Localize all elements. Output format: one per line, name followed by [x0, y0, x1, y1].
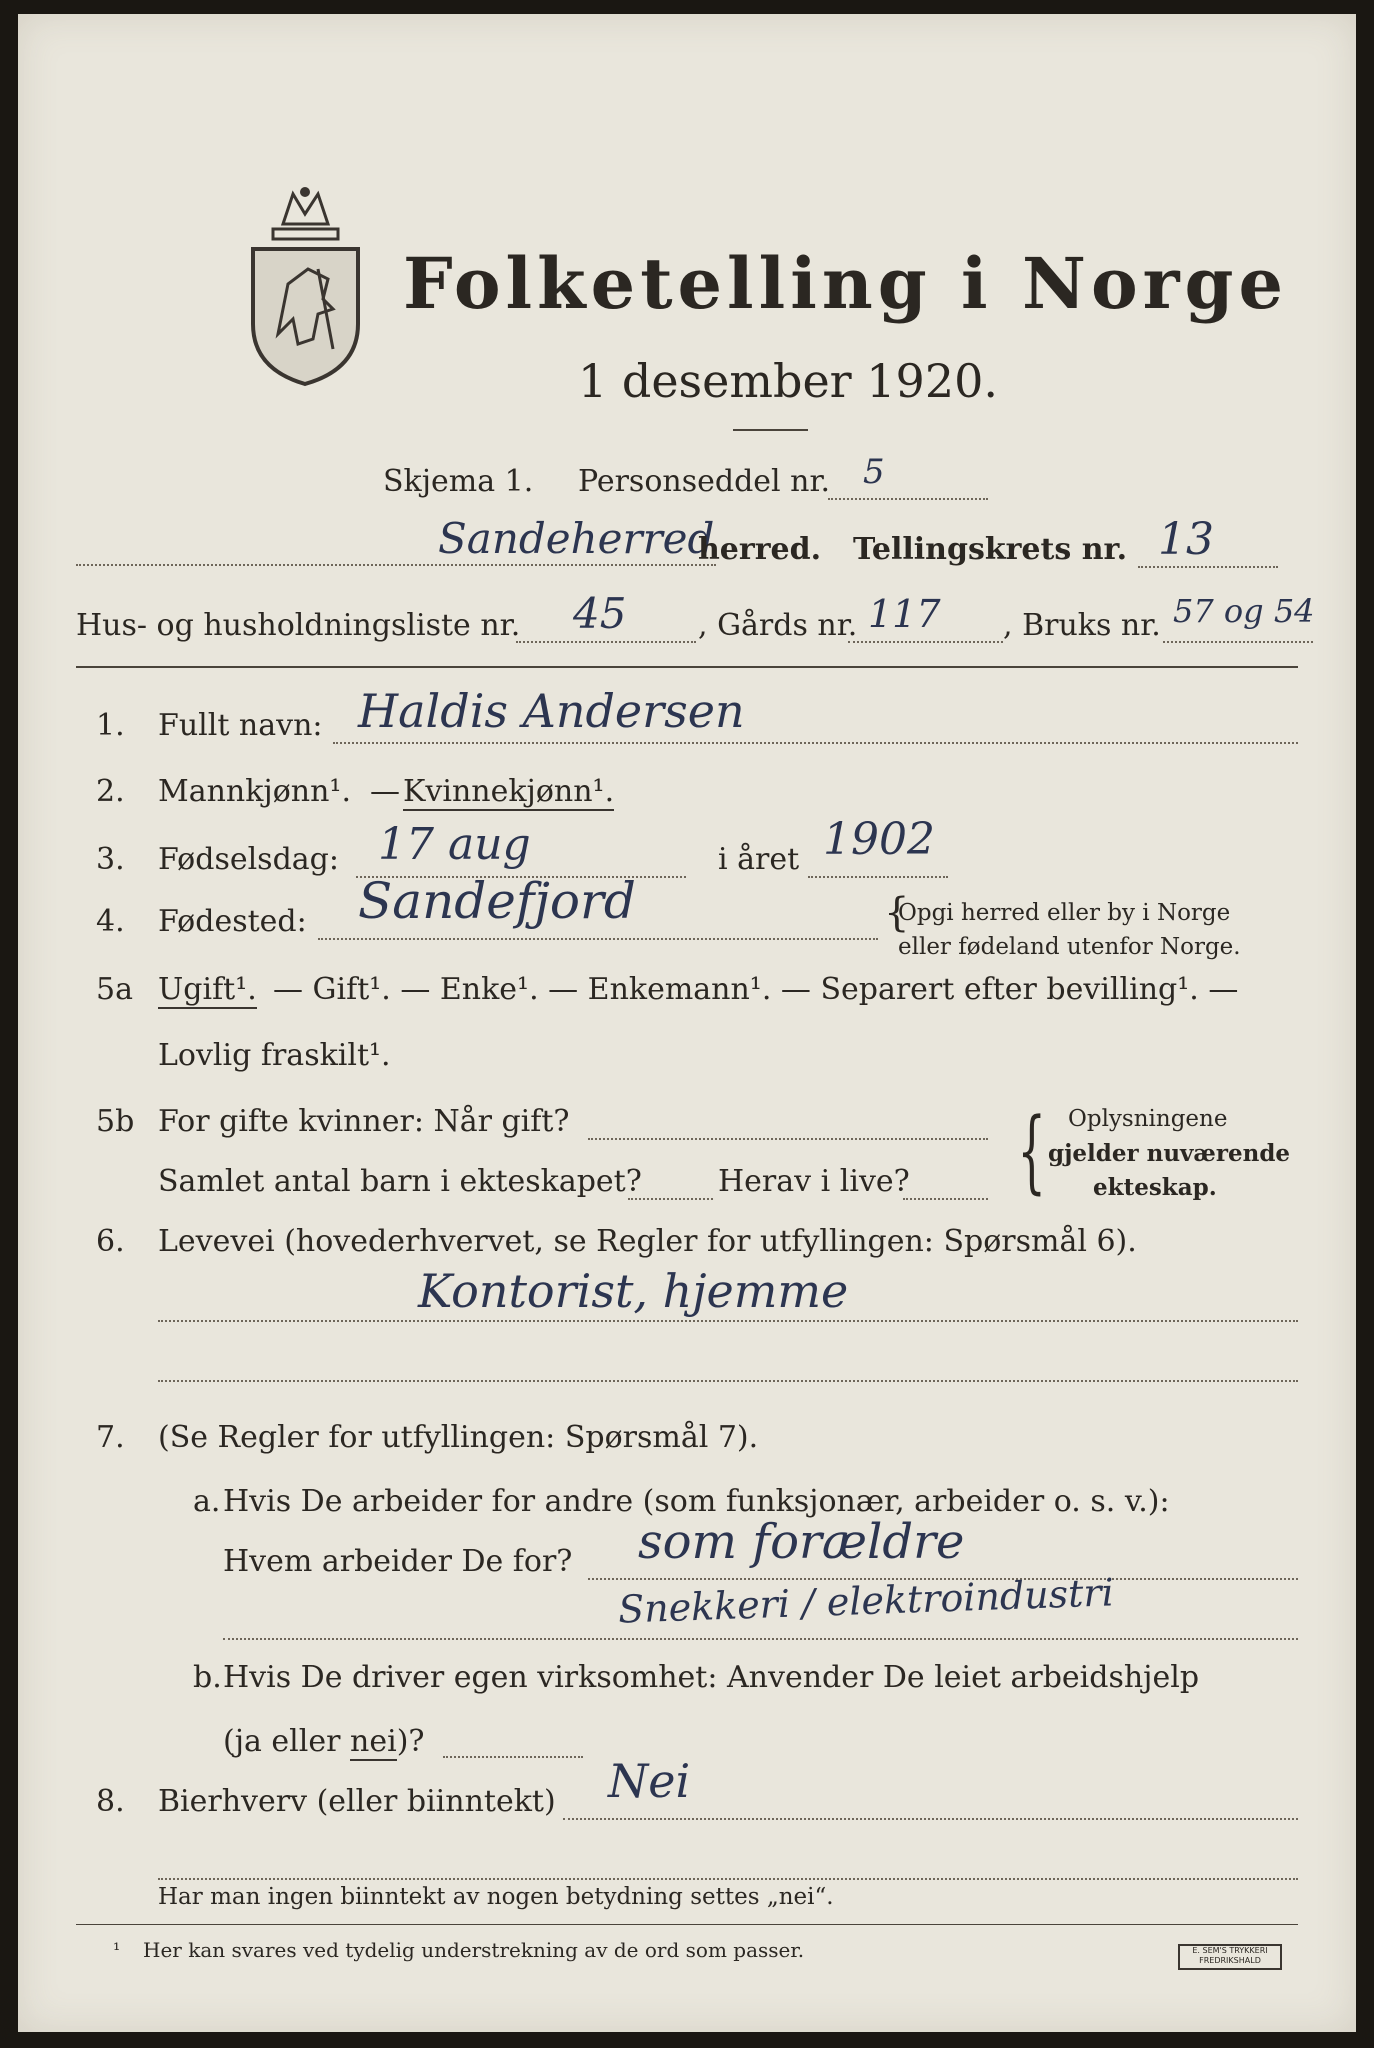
q6-value: Kontorist, hjemme [418, 1264, 849, 1318]
q7a-value: som forældre [638, 1514, 965, 1570]
q5a-line2: Lovlig fraskilt¹. [158, 1038, 391, 1073]
q3-year-label: i året [718, 842, 800, 877]
q8-value: Nei [608, 1754, 691, 1808]
q7a-label: Hvis De arbeider for andre (som funksjonær, arbeider o. s. v.): [223, 1484, 1170, 1519]
hus-label: Hus- og husholdningsliste nr. [76, 608, 521, 643]
q5b-note2: gjelder nuværende [1048, 1140, 1291, 1167]
q5b-label1: For gifte kvinner: Når gift? [158, 1104, 570, 1139]
q7b-nei-underlined: nei [350, 1724, 397, 1759]
q5b-note3: ekteskap. [1093, 1174, 1217, 1201]
personseddel-label: Personseddel nr. [578, 464, 831, 499]
q5a-options: — Gift¹. — Enke¹. — Enkemann¹. — Separert efter bevilling¹. — [273, 972, 1239, 1007]
coat-of-arms-icon [238, 184, 373, 389]
q7b-label: Hvis De driver egen virksomhet: Anvender De leiet arbeidshjelp [223, 1660, 1200, 1695]
q2-mann: Mannkjønn¹. [158, 774, 351, 809]
divider [733, 429, 808, 431]
gards-value: 117 [868, 592, 941, 636]
q5b-label3: Herav i live? [718, 1164, 910, 1199]
herred-label: herred. [698, 532, 822, 567]
herred-value: Sandeherred [438, 514, 715, 563]
q3-value: 17 aug [378, 819, 531, 870]
form-title: Folketelling i Norge [403, 242, 1289, 325]
q2-kvinne-underlined: Kvinnekjønn¹. [403, 774, 615, 809]
personseddel-value: 5 [863, 452, 885, 492]
q4-value: Sandefjord [358, 872, 636, 930]
census-form: Folketelling i Norge 1 desember 1920. Skjema 1. Personseddel nr. 5 Sandeherred herred. Tellingskrets nr. 13 Hus- og husholdningsliste nr. 45 , Gårds nr. 117 , Bruks nr. 57 og 54 1. Fullt navn: Haldis Andersen 2. Mannkjønn¹. — Kvinnekjønn¹. 3. Fødselsdag: 17 aug i året 1902 4. Fødested: Sandefjord { Opgi herred eller by i Norge eller fødeland utenfor Norge. 5a Ugift¹. — Gift¹. — Enke¹. — Enkemann¹. — Separert efter bevilling¹. — Lovlig fraskilt¹. 5b For gifte kvinner: Når gift? Samlet antal barn i ekteskapet? Herav i live? { Oplysningene gjelder nuværende ekteskap. 6. Levevei (hovederhvervet, se Regler for utfyllingen: Spørsmål 6). Kontorist, hjemme 7. (Se Regler for utfyllingen: Spørsmål 7). a. Hvis De arbeider for andre (som funksjonær, arbeider o. s. v.): Hvem arbeider De for? som forældre Snekkeri / elektroindustri b. Hvis De driver egen virksomhet: Anvender De leiet arbeidshjelp (ja eller nei)? 8. Bierhverv (eller biinntekt) Nei Har man ingen biinntekt av nogen betydning settes „nei“. ¹ Her kan svares ved tydelig understrekning av de ord som passer. E. SEM'S TRYKKERI FREDRIKSHALD [18, 14, 1356, 2032]
q6-label: Levevei (hovederhvervet, se Regler for utfyllingen: Spørsmål 6). [158, 1224, 1137, 1259]
q1-value: Haldis Andersen [358, 684, 745, 738]
q7b-label2: (ja eller nei)? [223, 1724, 425, 1759]
q7a-label2: Hvem arbeider De for? [223, 1544, 573, 1579]
q8-label: Bierhverv (eller biinntekt) [158, 1784, 556, 1819]
tellingskrets-label: Tellingskrets nr. [853, 532, 1128, 567]
gards-label: , Gårds nr. [698, 608, 858, 643]
q4-note-line1: Opgi herred eller by i Norge [898, 900, 1231, 926]
footer-note: Har man ingen biinntekt av nogen betydning settes „nei“. [158, 1884, 834, 1910]
q3-label: Fødselsdag: [158, 842, 339, 877]
footnote: Her kan svares ved tydelig understrekning av de ord som passer. [143, 1938, 805, 1962]
section-divider [76, 666, 1298, 668]
q5b-note1: Oplysningene [1068, 1106, 1228, 1132]
q3-year-value: 1902 [823, 814, 935, 865]
printer-stamp: E. SEM'S TRYKKERI FREDRIKSHALD [1178, 1944, 1282, 1970]
q5b-label2: Samlet antal barn i ekteskapet? [158, 1164, 642, 1199]
q1-label: Fullt navn: [158, 708, 323, 743]
q5a-ugift-underlined: Ugift¹. [158, 972, 257, 1007]
form-date: 1 desember 1920. [578, 354, 998, 408]
bruks-value: 57 og 54 [1173, 592, 1315, 630]
hus-value: 45 [573, 589, 627, 638]
tellingskrets-value: 13 [1158, 514, 1214, 565]
q4-note-line2: eller fødeland utenfor Norge. [898, 934, 1241, 960]
q7a-value2: Snekkeri / elektroindustri [617, 1570, 1115, 1632]
schema-label: Skjema 1. [383, 464, 534, 499]
q4-label: Fødested: [158, 904, 307, 939]
q7-label: (Se Regler for utfyllingen: Spørsmål 7). [158, 1420, 759, 1455]
bruks-label: , Bruks nr. [1003, 608, 1161, 643]
